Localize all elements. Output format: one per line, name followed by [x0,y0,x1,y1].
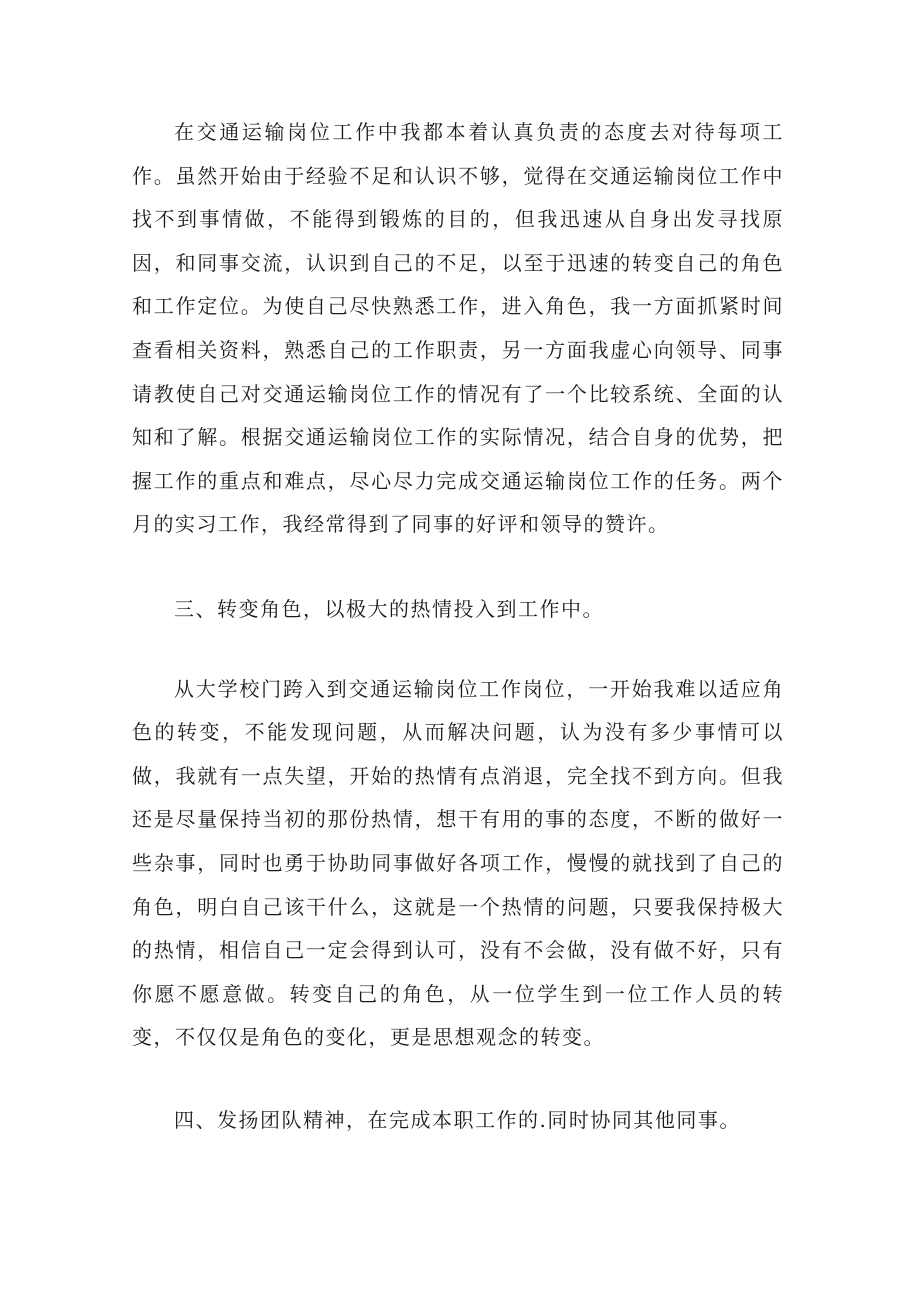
section-heading-team-spirit: 四、发扬团队精神，在完成本职工作的.同时协同其他同事。 [174,1107,741,1132]
section-heading-change-role: 三、转变角色，以极大的热情投入到工作中。 [174,596,604,621]
document-body [132,111,784,1142]
body-paragraph-work-attitude: 在交通运输岗位工作中我都本着认真负责的态度去对待每项工作。虽然开始由于经验不足和认识不够，觉得在交通运输岗位工作中找不到事情做，不能得到锻炼的目的，但我迅速从自身出发寻找原因，和同事交流，认识到自己的不足，以至于迅速的转变自己的角色和工作定位。为使自己尽快熟悉工作，进入角色，我一方面抓紧时间查看相关资料，熟悉自己的工作职责，另一方面我虚心向领导、同事请教使自己对交通运输岗位工作的情况有了一个比较系统、全面的认知和了解。根据交通运输岗位工作的实际情况，结合自身的优势，把握工作的重点和难点，尽心尽力完成交通运输岗位工作的任务。两个月的实习工作，我经常得到了同事的好评和领导的赞许。 [132,120,784,537]
body-paragraph-role-transition: 从大学校门跨入到交通运输岗位工作岗位，一开始我难以适应角色的转变，不能发现问题，从而解决问题，认为没有多少事情可以做，我就有一点失望，开始的热情有点消退，完全找不到方向。但我还是尽量保持当初的那份热情，想干有用的事的态度，不断的做好一些杂事，同时也勇于协助同事做好各项工作，慢慢的就找到了自己的角色，明白自己该干什么，这就是一个热情的问题，只要我保持极大的热情，相信自己一定会得到认可，没有不会做，没有做不好，只有你愿不愿意做。转变自己的角色，从一位学生到一位工作人员的转变，不仅仅是角色的变化，更是思想观念的转变。 [132,676,784,1050]
